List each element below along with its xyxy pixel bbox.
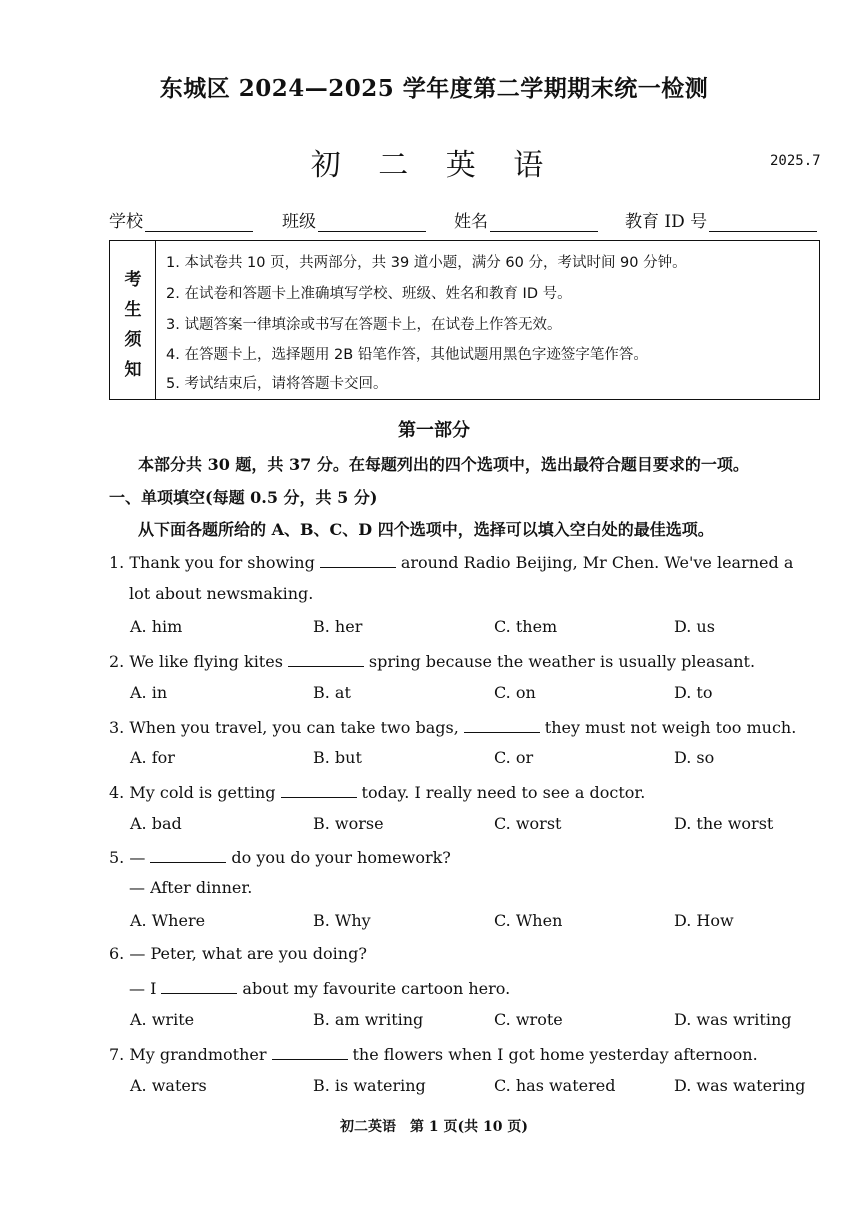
option-d[interactable]: D. us [674,617,715,636]
question-text: 3. When you travel, you can take two bags, [109,718,459,737]
option-b[interactable]: B. am writing [313,1010,424,1029]
option-a[interactable]: A. Where [130,911,206,930]
answer-blank [464,716,540,733]
question-text: around Radio Beijing, Mr Chen. We've learned a [400,553,794,572]
option-c[interactable]: C. has watered [494,1076,616,1095]
question-2-line-1 [109,650,755,671]
education-id-field [625,207,817,232]
notice-side-label [110,241,156,399]
option-d[interactable]: D. How [674,911,734,930]
option-d[interactable]: D. was writing [674,1010,792,1029]
option-d[interactable]: D. so [674,748,715,767]
question-5-line-1 [109,846,451,867]
question-5-line-2: — After dinner. [129,878,253,897]
part-title: 第一部分 [398,420,470,441]
option-b[interactable]: B. but [313,748,362,767]
question-1-line-2: lot about newsmaking. [129,584,314,603]
question-6-line-1: 6. — Peter, what are you doing? [109,944,367,963]
class-label: 班级 [282,212,316,232]
section-heading: 一、单项填空(每题 0.5 分，共 5 分) [109,488,378,507]
notice-side-char: 须 [124,330,142,350]
option-a[interactable]: A. write [130,1010,195,1029]
question-text: 7. My grandmother [109,1045,267,1064]
answer-blank [281,781,357,798]
option-b[interactable]: B. Why [313,911,371,930]
option-a[interactable]: A. in [130,683,168,702]
option-d[interactable]: D. was watering [674,1076,806,1095]
question-7-line-1 [109,1043,758,1064]
option-a[interactable]: A. for [130,748,175,767]
answer-blank [272,1043,348,1060]
option-a[interactable]: A. him [130,617,183,636]
answer-blank [320,551,396,568]
notice-side-char: 知 [124,360,142,380]
notice-item: 3. 试题答案一律填涂或书写在答题卡上，在试卷上作答无效。 [166,317,562,333]
notice-item: 5. 考试结束后，请将答题卡交回。 [166,376,388,392]
student-info-row [109,207,821,233]
question-text: 5. — [109,848,146,867]
option-c[interactable]: C. When [494,911,563,930]
question-4-line-1 [109,781,645,802]
option-d[interactable]: D. to [674,683,713,702]
question-text: do you do your homework? [231,848,451,867]
question-text: spring because the weather is usually pleasant. [368,652,756,671]
subject-title: 初 二 英 语 [310,148,558,183]
question-text: 1. Thank you for showing [109,553,315,572]
question-text: the flowers when I got home yesterday afternoon. [352,1045,758,1064]
notice-side-char: 考 [124,270,142,290]
school-label: 学校 [109,212,143,232]
question-3-line-1 [109,716,796,737]
option-c[interactable]: C. worst [494,814,562,833]
option-b[interactable]: B. her [313,617,363,636]
class-blank[interactable] [318,213,426,232]
exam-title: 东城区 2024—2025 学年度第二学期期末统一检测 [159,75,709,102]
class-field [282,207,426,232]
question-text: — I [129,979,157,998]
option-c[interactable]: C. on [494,683,536,702]
name-label: 姓名 [454,212,488,232]
school-blank[interactable] [145,213,253,232]
answer-blank [150,846,226,863]
option-d[interactable]: D. the worst [674,814,774,833]
notice-item: 2. 在试卷和答题卡上准确填写学校、班级、姓名和教育 ID 号。 [166,286,572,302]
part-intro: 本部分共 30 题，共 37 分。在每题列出的四个选项中，选出最符合题目要求的一项。 [138,455,749,474]
notice-side-char: 生 [124,300,142,320]
option-c[interactable]: C. them [494,617,558,636]
question-text: 2. We like flying kites [109,652,283,671]
page-footer: 初二英语 第 1 页(共 10 页) [340,1119,528,1135]
option-a[interactable]: A. waters [130,1076,207,1095]
answer-blank [288,650,364,667]
question-text: about my favourite cartoon hero. [242,979,511,998]
exam-notice-box [109,240,820,400]
education-id-label: 教育 ID 号 [625,212,708,232]
question-text: 4. My cold is getting [109,783,276,802]
section-instruction: 从下面各题所给的 A、B、C、D 四个选项中，选择可以填入空白处的最佳选项。 [138,520,714,539]
name-field [454,207,598,232]
option-b[interactable]: B. at [313,683,351,702]
name-blank[interactable] [490,213,598,232]
notice-item: 1. 本试卷共 10 页，共两部分，共 39 道小题，满分 60 分，考试时间 90 分钟。 [166,255,687,271]
option-a[interactable]: A. bad [130,814,182,833]
question-text: today. I really need to see a doctor. [361,783,646,802]
option-b[interactable]: B. worse [313,814,384,833]
question-6-line-2 [129,977,510,998]
question-text: they must not weigh too much. [544,718,797,737]
exam-date: 2025.7 [770,153,821,169]
answer-blank [161,977,237,994]
option-b[interactable]: B. is watering [313,1076,426,1095]
education-id-blank[interactable] [709,213,817,232]
option-c[interactable]: C. or [494,748,534,767]
school-field [109,207,253,232]
question-1-line-1 [109,551,793,572]
option-c[interactable]: C. wrote [494,1010,563,1029]
notice-item: 4. 在答题卡上，选择题用 2B 铅笔作答，其他试题用黑色字迹签字笔作答。 [166,347,648,363]
